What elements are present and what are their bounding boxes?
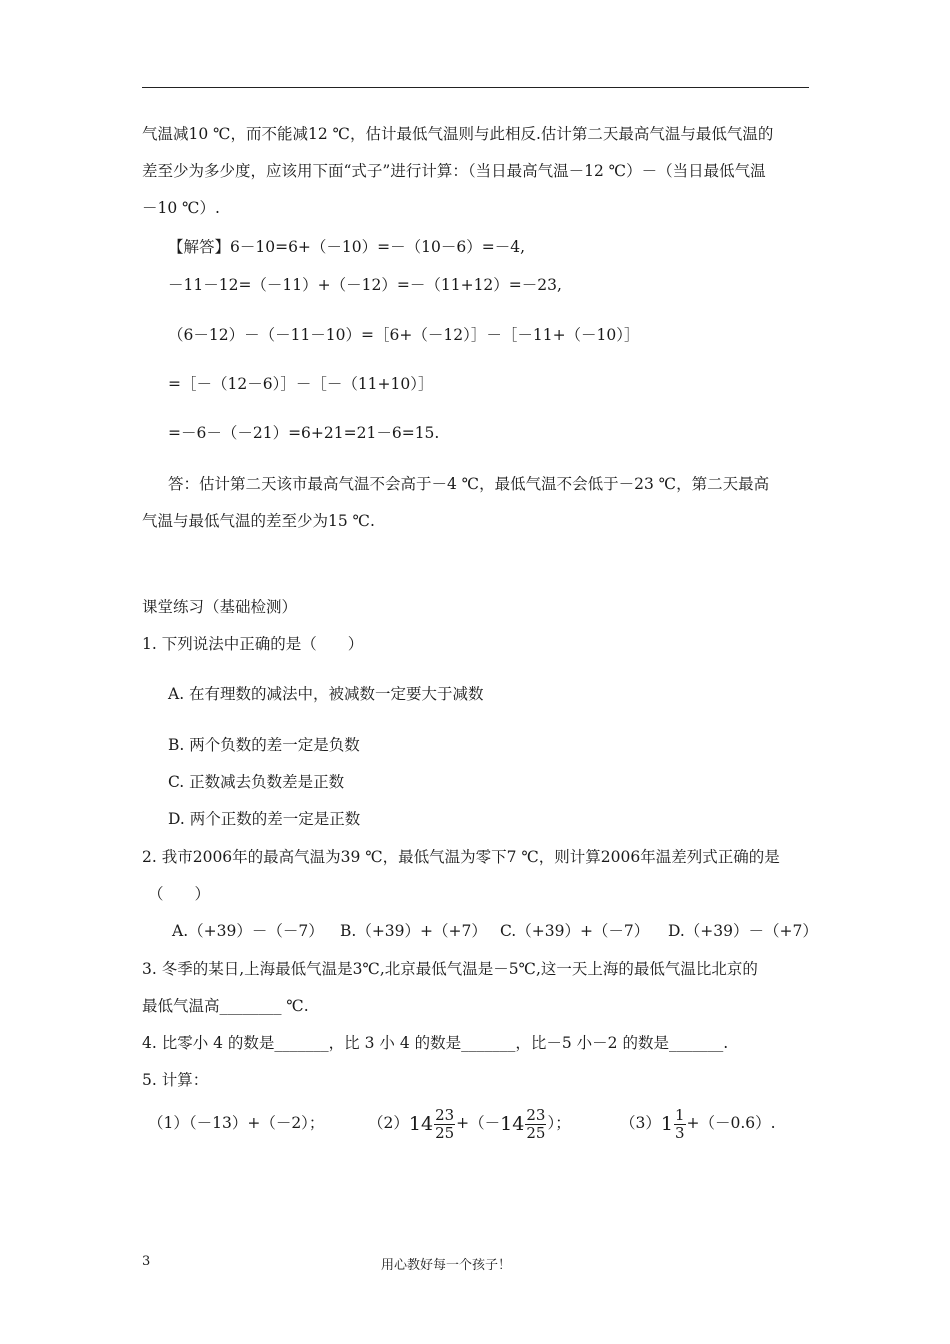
solution-step-1: 【解答】6－10=6+（－10）=－（10－6）=－4, (168, 238, 525, 256)
q5-part-2-whole-2: 14 (500, 1113, 525, 1135)
q5-part-2-fraction-2 (525, 1105, 546, 1142)
q5-part-2-end: ）； (547, 1114, 571, 1132)
q5-part-2-whole: 14 (408, 1113, 434, 1135)
q5-part-3-whole: 1 (660, 1113, 673, 1135)
q1-option-b: B. 两个负数的差一定是负数 (168, 736, 360, 754)
q2-stem: 2. 我市2006年的最高气温为39 ℃，最低气温为零下7 ℃，则计算2006年温差列式正确的是 (142, 848, 780, 866)
q2-option-c: C.（+39）+（－7） (500, 922, 650, 940)
q5-part-2-fraction (434, 1105, 455, 1142)
q5-part-3-denominator: 3 (674, 1123, 685, 1142)
q5-part-2-label: （2） (368, 1114, 409, 1132)
q5-part-2-denominator-2: 25 (526, 1123, 546, 1142)
q3-line-2: 最低气温高________ ℃. (142, 997, 309, 1015)
q5-part-3-fraction (674, 1105, 686, 1142)
q1-option-c: C. 正数减去负数差是正数 (168, 773, 345, 791)
practice-heading: 课堂练习（基础检测） (142, 598, 298, 616)
q5-part-2 (368, 1098, 571, 1149)
q5-part-3 (620, 1098, 776, 1149)
q5-part-2-numerator: 23 (435, 1105, 455, 1124)
q1-stem: 1. 下列说法中正确的是（ ） (142, 635, 364, 653)
solution-step-2: －11－12=（－11）+（－12）=－（11+12）=－23, (168, 276, 562, 294)
q5-part-3-label: （3） (620, 1114, 661, 1132)
answer-line-1: 答：估计第二天该市最高气温不会高于－4 ℃，最低气温不会低于－23 ℃，第二天最高 (168, 475, 770, 493)
q2-option-a: A.（+39）－（－7） (172, 922, 324, 940)
answer-line-2: 气温与最低气温的差至少为15 ℃. (142, 512, 375, 530)
q5-stem: 5. 计算： (142, 1071, 209, 1089)
solution-step-4: =［－（12－6）］－［－（11+10）］ (168, 375, 434, 393)
q5-part-3-numerator: 1 (674, 1105, 685, 1124)
q5-part-2-mid: +（－ (456, 1114, 501, 1132)
footer-slogan: 用心教好每一个孩子！ (381, 1258, 512, 1273)
intro-line-2: 差至少为多少度，应该用下面“式子”进行计算：（当日最高气温－12 ℃）－（当日最低气温 (142, 162, 766, 180)
solution-step-3: （6－12）－（－11－10）=［6+（－12）］－［－11+（－10）］ (168, 326, 640, 344)
q5-part-2-denominator: 25 (435, 1123, 455, 1142)
solution-step-5: =－6－（－21）=6+21=21－6=15. (168, 424, 440, 442)
page-number: 3 (142, 1254, 151, 1269)
q5-part-1: （1）（－13）+（－2）； (148, 1114, 325, 1132)
intro-line-1: 气温减10 ℃，而不能减12 ℃，估计最低气温则与此相反.估计第二天最高气温与最低气温的 (142, 125, 774, 143)
q1-option-d: D. 两个正数的差一定是正数 (168, 810, 361, 828)
q5-part-3-end: +（－0.6）. (686, 1114, 776, 1132)
q3-line-1: 3. 冬季的某日,上海最低气温是3℃,北京最低气温是－5℃,这一天上海的最低气温比北京的 (142, 960, 758, 978)
header-rule (142, 87, 809, 88)
q2-paren: （ ） (148, 885, 211, 903)
q2-option-b: B.（+39）+（+7） (340, 922, 487, 940)
q1-option-a: A. 在有理数的减法中，被减数一定要大于减数 (168, 685, 484, 703)
q4-text: 4. 比零小 4 的数是_______，比 3 小 4 的数是_______，比－5 小－2 的数是_______. (142, 1034, 729, 1052)
intro-line-3: －10 ℃）. (142, 199, 220, 217)
q5-part-2-numerator-2: 23 (526, 1105, 546, 1124)
q2-option-d: D.（+39）－（+7） (668, 922, 818, 940)
